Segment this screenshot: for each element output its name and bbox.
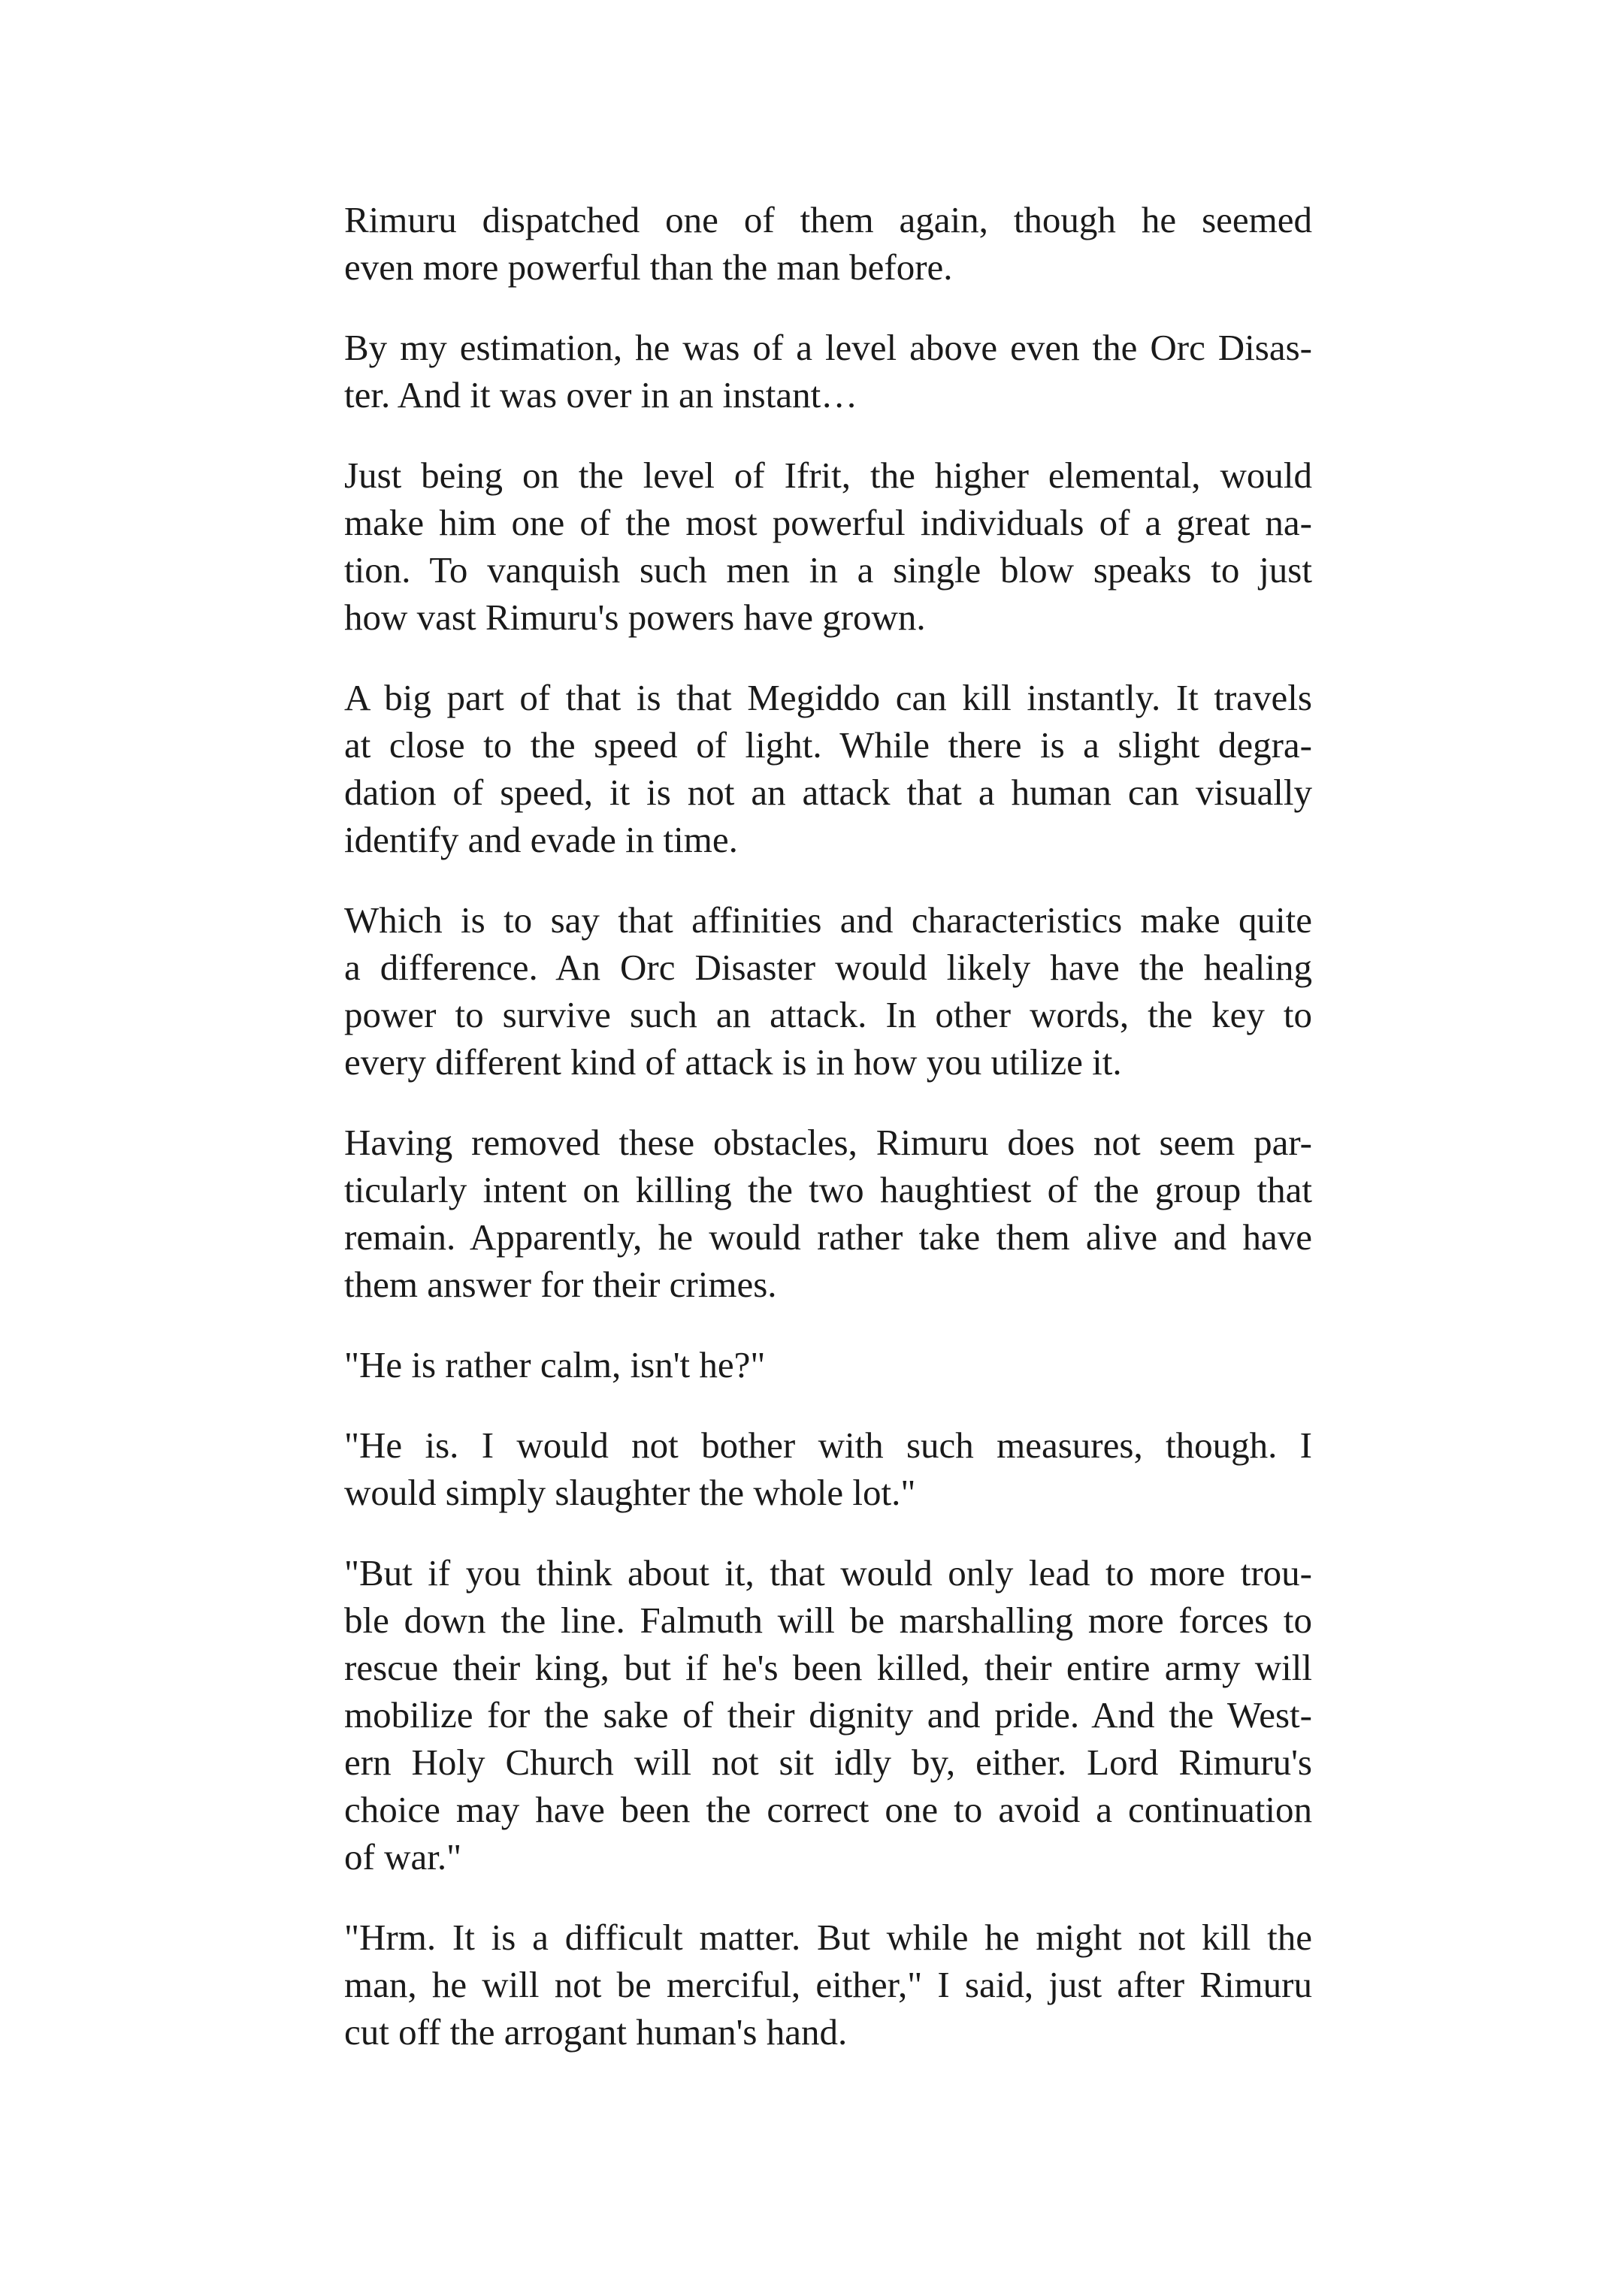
text-line: "Hrm. It is a difficult matter. But while he might not kill the — [344, 1917, 1312, 1958]
text-line: "But if you think about it, that would only lead to more trou- — [344, 1552, 1312, 1594]
paragraph — [344, 674, 1312, 863]
paragraph — [344, 196, 1312, 291]
text-line: "He is rather calm, isn't he?" — [344, 1344, 766, 1385]
text-line: Just being on the level of Ifrit, the higher elemental, would — [344, 455, 1312, 496]
text-line: tion. To vanquish such men in a single blow speaks to just — [344, 549, 1312, 591]
text-line: rescue their king, but if he's been killed, their entire army will — [344, 1647, 1312, 1688]
text-line: cut off the arrogant human's hand. — [344, 2011, 848, 2053]
paragraph — [344, 1549, 1312, 1881]
paragraph — [344, 1119, 1312, 1308]
text-line: dation of speed, it is not an attack that a human can visually — [344, 772, 1312, 813]
text-line: Rimuru dispatched one of them again, though he seemed — [344, 199, 1312, 240]
paragraph — [344, 1421, 1312, 1516]
text-line: of war." — [344, 1836, 462, 1878]
text-line: man, he will not be merciful, either," I said, just after Rimuru — [344, 1964, 1312, 2005]
text-column — [344, 196, 1312, 2056]
text-line: identify and evade in time. — [344, 819, 738, 860]
text-line: "He is. I would not bother with such measures, though. I — [344, 1424, 1312, 1466]
text-line: even more powerful than the man before. — [344, 246, 953, 288]
paragraph — [344, 896, 1312, 1086]
text-line: how vast Rimuru's powers have grown. — [344, 597, 926, 638]
text-line: ern Holy Church will not sit idly by, either. Lord Rimuru's — [344, 1742, 1312, 1783]
text-line: ble down the line. Falmuth will be marshalling more forces to — [344, 1600, 1312, 1641]
text-line: choice may have been the correct one to avoid a continuation — [344, 1789, 1312, 1830]
text-line: Which is to say that affinities and characteristics make quite — [344, 899, 1312, 941]
text-line: remain. Apparently, he would rather take them alive and have — [344, 1216, 1312, 1258]
text-line: make him one of the most powerful individuals of a great na- — [344, 502, 1312, 543]
text-line: ticularly intent on killing the two haughtiest of the group that — [344, 1169, 1312, 1210]
text-line: every different kind of attack is in how you utilize it. — [344, 1041, 1122, 1083]
text-line: a difference. An Orc Disaster would likely have the healing — [344, 947, 1312, 988]
text-line: ter. And it was over in an instant… — [344, 374, 858, 415]
text-line: Having removed these obstacles, Rimuru does not seem par- — [344, 1122, 1312, 1163]
text-line: By my estimation, he was of a level above even the Orc Disas- — [344, 327, 1312, 368]
paragraph — [344, 1914, 1312, 2056]
text-line: would simply slaughter the whole lot." — [344, 1472, 916, 1513]
paragraph — [344, 452, 1312, 641]
text-line: A big part of that is that Megiddo can kill instantly. It travels — [344, 677, 1312, 718]
paragraph — [344, 1341, 1312, 1388]
text-line: mobilize for the sake of their dignity and pride. And the West- — [344, 1694, 1312, 1736]
text-line: at close to the speed of light. While there is a slight degra- — [344, 724, 1312, 766]
text-line: them answer for their crimes. — [344, 1264, 777, 1305]
paragraph — [344, 324, 1312, 418]
text-line: power to survive such an attack. In other words, the key to — [344, 994, 1312, 1035]
